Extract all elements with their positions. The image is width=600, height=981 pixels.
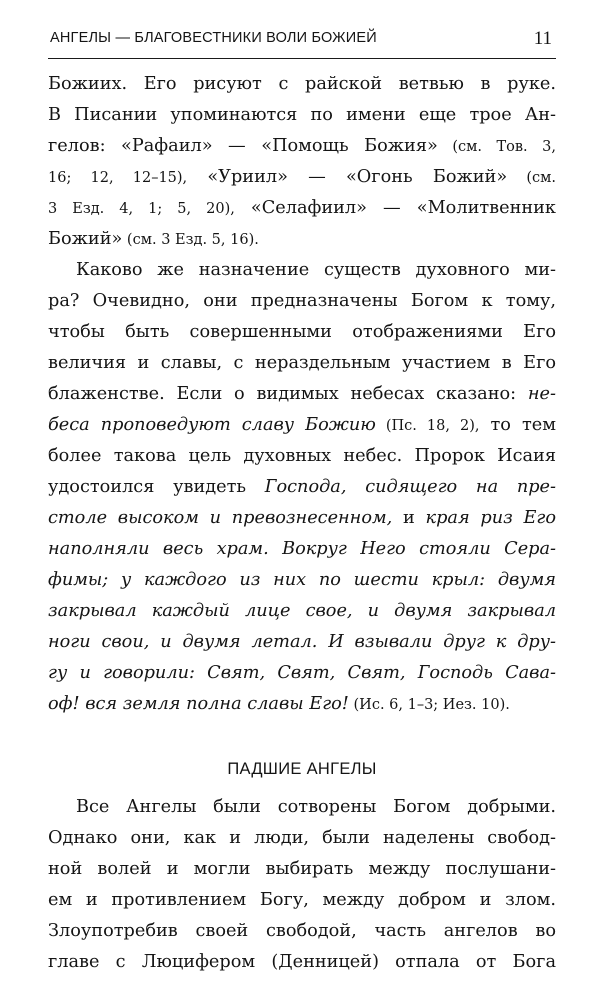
text-run: ра? Очевидно, они предназначены Богом к тому, <box>48 291 556 311</box>
text-run: В Писании упоминаются по имени еще трое Ан- <box>48 105 556 125</box>
text-run: Злоупотребив своей свободой, часть ангелов во <box>48 921 556 941</box>
paragraph-1 <box>48 69 556 255</box>
text-line <box>48 379 556 410</box>
text-run: чтобы быть совершенными отображениями Его <box>48 322 556 342</box>
text-line <box>48 503 556 534</box>
text-run: то тем <box>479 415 556 435</box>
section-heading: ПАДШИЕ АНГЕЛЫ <box>227 760 377 778</box>
paragraph-3 <box>48 792 556 978</box>
text-run: ем и противлением Богу, между добром и злом. <box>48 890 556 910</box>
quotation-italic: столе высоком и превознесенном, <box>48 508 393 528</box>
text-run: ной волей и могли выбирать между послушани- <box>48 859 556 879</box>
quotation-italic: ноги свои, и двумя летал. И взывали друг к дру- <box>48 632 556 652</box>
text-line <box>48 317 556 348</box>
text-run: Каково же назначение существ духовного ми- <box>76 260 556 280</box>
paragraph-2 <box>48 255 556 720</box>
text-line <box>48 658 556 689</box>
text-line <box>48 854 556 885</box>
scripture-reference: 3 Езд. 4, 1; 5, 20), <box>48 201 235 217</box>
text-line <box>48 348 556 379</box>
quotation-italic: Господа, сидящего на пре- <box>264 477 557 497</box>
text-line <box>48 565 556 596</box>
quotation-italic: беса проповедуют славу Божию <box>48 415 376 435</box>
text-run: величия и славы, с нераздельным участием в Его <box>48 353 556 373</box>
body-text <box>48 69 556 978</box>
text-run: «Селафиил» — «Молитвенник <box>234 198 556 218</box>
text-line <box>48 224 556 255</box>
text-run: Однако они, как и люди, были наделены свобод- <box>48 828 556 848</box>
text-line <box>48 627 556 658</box>
text-run: «Уриил» — «Огонь Божий» <box>187 167 508 187</box>
quotation-italic: наполняли весь храм. Вокруг Него стояли Сера- <box>48 539 556 559</box>
text-line <box>48 69 556 100</box>
book-page <box>48 24 556 978</box>
text-run: Все Ангелы были сотворены Богом добрыми. <box>76 797 556 817</box>
text-line <box>48 947 556 978</box>
text-line <box>48 534 556 565</box>
scripture-reference: (Пс. 18, 2), <box>375 418 480 434</box>
text-run: Божиих. Его рисуют с райской ветвью в руке. <box>48 74 556 94</box>
text-line <box>48 131 556 162</box>
text-run: Божий» <box>48 229 123 249</box>
text-line <box>48 792 556 823</box>
text-line <box>48 162 556 193</box>
text-run: главе с Люцифером (Денницей) отпала от Бога <box>48 952 556 972</box>
text-line <box>48 689 556 720</box>
running-head: АНГЕЛЫ — БЛАГОВЕСТНИКИ ВОЛИ БОЖИЕЙ <box>50 30 377 46</box>
text-line <box>48 441 556 472</box>
text-run: гелов: «Рафаил» — «Помощь Божия» <box>48 136 438 156</box>
quotation-italic: гу и говорили: Свят, Свят, Свят, Господь Сава- <box>48 663 556 683</box>
page-header <box>48 24 556 59</box>
text-line <box>48 596 556 627</box>
text-run: и <box>392 508 426 528</box>
text-run: более такова цель духовных небес. Пророк Исаия <box>48 446 556 466</box>
text-line <box>48 193 556 224</box>
quotation-italic: не- <box>527 384 556 404</box>
scripture-reference: (см. 3 Езд. 5, 16). <box>122 232 259 248</box>
quotation-italic: фимы; у каждого из них по шести крыл: двумя <box>48 570 556 590</box>
text-line <box>48 255 556 286</box>
scripture-reference: (см. Тов. 3, <box>437 139 556 155</box>
scripture-reference: 16; 12, 12–15), <box>48 170 188 186</box>
quotation-italic: края риз Его <box>425 508 556 528</box>
text-line <box>48 885 556 916</box>
quotation-italic: оф! вся земля полна славы Его! <box>48 694 349 714</box>
text-run: блаженстве. Если о видимых небесах сказано: <box>48 384 528 404</box>
text-run: удостоился увидеть <box>48 477 265 497</box>
text-line <box>48 823 556 854</box>
text-line <box>48 100 556 131</box>
text-line <box>48 916 556 947</box>
text-line <box>48 472 556 503</box>
scripture-reference: (Ис. 6, 1–3; Иез. 10). <box>348 697 510 713</box>
quotation-italic: закрывал каждый лице свое, и двумя закрывал <box>48 601 556 621</box>
page-number: 11 <box>533 28 552 49</box>
text-line <box>48 286 556 317</box>
text-line <box>48 410 556 441</box>
scripture-reference: (см. <box>507 170 556 186</box>
